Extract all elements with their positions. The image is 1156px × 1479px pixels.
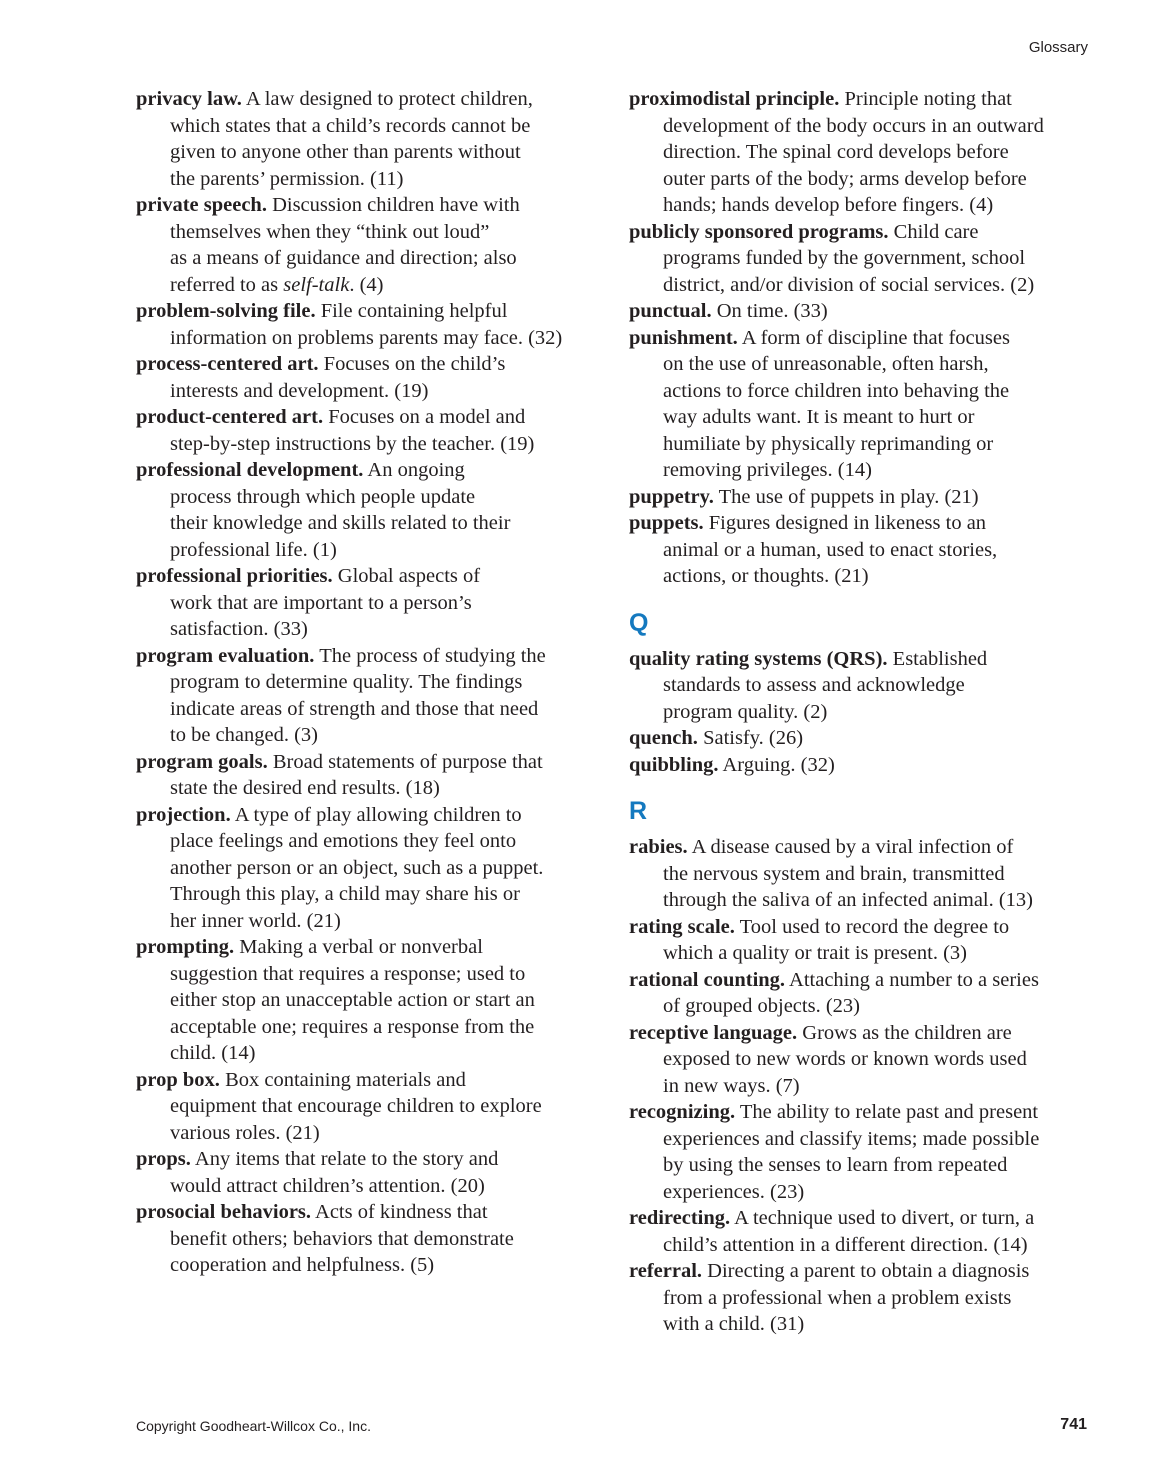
glossary-term: private speech. <box>136 194 267 216</box>
definition-text: A technique used to divert, or turn, a <box>730 1207 1035 1229</box>
entry-line <box>136 325 606 352</box>
section-letter: R <box>629 797 648 825</box>
entry-line <box>629 484 1099 511</box>
entry-line <box>136 1173 606 1200</box>
glossary-term: puppetry. <box>629 485 714 508</box>
definition-text: program to determine quality. The findings <box>170 671 523 693</box>
definition-text: Discussion children have with <box>266 194 520 216</box>
entry-line <box>136 245 606 272</box>
definition-text: benefit others; behaviors that demonstrate <box>170 1227 514 1250</box>
entry-line <box>136 510 606 537</box>
definition-text: as a means of guidance and direction; also <box>170 247 517 269</box>
glossary-term: quench. <box>629 727 698 749</box>
definition-text: suggestion that requires a response; used to <box>170 962 526 985</box>
entry-line <box>629 272 1099 299</box>
glossary-entry <box>629 967 1099 1020</box>
entry-line <box>629 378 1099 405</box>
definition-text: Arguing. (32) <box>718 753 835 776</box>
glossary-entry <box>136 802 606 935</box>
glossary-entry <box>629 219 1099 299</box>
definition-text: by using the senses to learn from repeated <box>663 1154 1008 1176</box>
definition-text: from a professional when a problem exists <box>663 1286 1012 1309</box>
entry-line <box>136 219 606 246</box>
entry-line <box>136 1120 606 1147</box>
definition-text: way adults want. It is meant to hurt or <box>663 406 975 428</box>
definition-text: A disease caused by a viral infection of <box>687 836 1014 858</box>
definition-text: removing privileges. (14) <box>663 459 872 481</box>
entry-line <box>136 1040 606 1067</box>
definition-text: through the saliva of an infected animal. (13) <box>663 889 1034 911</box>
entry-line <box>629 914 1099 941</box>
definition-text: exposed to new words or known words used <box>663 1048 1027 1070</box>
glossary-term: proximodistal principle. <box>629 88 840 110</box>
entry-line <box>136 86 606 113</box>
definition-text: the parents’ permission. (11) <box>170 167 404 190</box>
glossary-term: projection. <box>136 803 231 826</box>
definition-text: work that are important to a person’s <box>170 591 472 614</box>
glossary-term: redirecting. <box>629 1207 731 1229</box>
entry-line <box>629 861 1099 888</box>
glossary-term: program evaluation. <box>136 644 315 667</box>
entry-line <box>629 1179 1099 1206</box>
definition-text: Box containing materials and <box>219 1068 466 1091</box>
glossary-entry <box>136 563 606 643</box>
glossary-entry <box>629 1020 1099 1100</box>
definition-text: the nervous system and brain, transmitted <box>663 862 1005 885</box>
entry-line <box>629 940 1099 967</box>
glossary-term: puppets. <box>629 512 704 534</box>
entry-line <box>136 775 606 802</box>
entry-line <box>629 245 1099 272</box>
entry-line <box>136 669 606 696</box>
definition-text: in new ways. (7) <box>663 1074 800 1097</box>
glossary-entry <box>136 192 606 298</box>
glossary-entry <box>136 1067 606 1147</box>
definition-text: indicate areas of strength and those that need <box>170 697 539 720</box>
entry-line <box>136 431 606 458</box>
entry-line <box>629 351 1099 378</box>
entry-line <box>629 752 1099 779</box>
glossary-term: recognizing. <box>629 1101 736 1123</box>
glossary-entry <box>629 834 1099 914</box>
entry-line <box>629 1285 1099 1312</box>
entry-line <box>136 1014 606 1041</box>
page-number: 741 <box>1060 1416 1087 1433</box>
entry-line <box>136 1226 606 1253</box>
definition-text: child. (14) <box>170 1042 256 1064</box>
definition-text: another person or an object, such as a puppet. <box>170 856 544 879</box>
entry-line <box>136 272 606 299</box>
entry-line <box>136 881 606 908</box>
glossary-term: rational counting. <box>629 968 786 991</box>
glossary-term: privacy law. <box>136 88 242 110</box>
definition-text: Principle noting that <box>839 88 1012 110</box>
entry-line <box>136 537 606 564</box>
entry-line <box>629 139 1099 166</box>
definition-text: An ongoing <box>363 459 465 481</box>
entry-line <box>629 457 1099 484</box>
entry-line <box>629 1152 1099 1179</box>
definition-text: referred to as <box>170 273 284 296</box>
entry-line <box>136 113 606 140</box>
definition-text: A type of play allowing children to <box>230 803 522 826</box>
definition-text: information on problems parents may face. (32) <box>170 326 563 349</box>
entry-line <box>629 431 1099 458</box>
definition-text: state the desired end results. (18) <box>170 777 440 799</box>
definition-text: professional life. (1) <box>170 538 337 561</box>
glossary-entry <box>136 1199 606 1279</box>
glossary-entry <box>136 404 606 457</box>
glossary-entry <box>629 752 1099 779</box>
entry-line <box>629 219 1099 246</box>
definition-text: satisfaction. (33) <box>170 618 308 640</box>
glossary-term: prompting. <box>136 936 235 958</box>
definition-text: equipment that encourage children to explore <box>170 1095 542 1117</box>
entry-line <box>136 1146 606 1173</box>
glossary-term: professional priorities. <box>136 565 333 587</box>
definition-text: which a quality or trait is present. (3) <box>663 942 967 964</box>
glossary-term: problem-solving file. <box>136 300 316 322</box>
glossary-entry <box>629 725 1099 752</box>
entry-line <box>629 1232 1099 1259</box>
definition-text: Focuses on a model and <box>323 406 526 428</box>
entry-line <box>136 934 606 961</box>
glossary-entry <box>629 646 1099 726</box>
entry-line <box>136 696 606 723</box>
definition-text: either stop an unacceptable action or start an <box>170 989 535 1011</box>
glossary-term: props. <box>136 1148 191 1170</box>
definition-text: humiliate by physically reprimanding or <box>663 432 994 455</box>
entry-line <box>629 1126 1099 1153</box>
glossary-entry <box>136 86 606 192</box>
entry-line <box>136 1067 606 1094</box>
definition-text: Any items that relate to the story and <box>190 1148 499 1170</box>
entry-line <box>629 1046 1099 1073</box>
glossary-term: publicly sponsored programs. <box>629 220 889 243</box>
left-column <box>136 86 606 1279</box>
glossary-term: process-centered art. <box>136 353 319 375</box>
entry-line <box>136 484 606 511</box>
definition-text: Child care <box>888 220 979 243</box>
glossary-entry <box>136 1146 606 1199</box>
entry-line <box>629 563 1099 590</box>
definition-text: actions, or thoughts. (21) <box>663 565 869 587</box>
entry-line <box>629 1099 1099 1126</box>
section-letter: Q <box>629 608 649 637</box>
definition-text: Grows as the children are <box>797 1021 1012 1044</box>
definition-text: programs funded by the government, school <box>663 247 1026 269</box>
entry-line <box>136 298 606 325</box>
definition-text: Established <box>887 647 988 670</box>
entry-line <box>629 113 1099 140</box>
definition-text: hands; hands develop before fingers. (4) <box>663 194 994 216</box>
definition-text: themselves when they “think out loud” <box>170 220 490 243</box>
entry-line <box>629 166 1099 193</box>
entry-line <box>629 834 1099 861</box>
entry-line <box>136 1093 606 1120</box>
entry-line <box>629 404 1099 431</box>
definition-text: File containing helpful <box>315 300 508 322</box>
definition-text: district, and/or division of social services. (2) <box>663 273 1035 296</box>
glossary-term: product-centered art. <box>136 406 324 428</box>
definition-text: standards to assess and acknowledge <box>663 674 965 696</box>
definition-text: program quality. (2) <box>663 700 828 723</box>
glossary-entry <box>136 351 606 404</box>
entry-line <box>136 351 606 378</box>
definition-text: acceptable one; requires a response from the <box>170 1015 535 1038</box>
definition-text: Global aspects of <box>332 565 481 587</box>
entry-line <box>629 725 1099 752</box>
entry-line <box>629 993 1099 1020</box>
definition-text: would attract children’s attention. (20) <box>170 1174 485 1197</box>
glossary-entry <box>136 457 606 563</box>
glossary-term: punctual. <box>629 300 712 322</box>
right-column <box>629 86 1099 1338</box>
definition-text: Tool used to record the degree to <box>734 915 1010 938</box>
definition-text: with a child. (31) <box>663 1313 805 1335</box>
entry-line <box>136 828 606 855</box>
copyright-footer: Copyright Goodheart-Willcox Co., Inc. <box>136 1418 371 1434</box>
entry-line <box>136 590 606 617</box>
definition-text: her inner world. (21) <box>170 909 341 932</box>
glossary-entry <box>136 643 606 749</box>
glossary-term: quibbling. <box>629 753 719 776</box>
running-header: Glossary <box>1028 39 1088 56</box>
entry-line <box>629 646 1099 673</box>
entry-line <box>136 961 606 988</box>
definition-text: Focuses on the child’s <box>318 353 506 375</box>
definition-text: Through this play, a child may share his or <box>170 883 520 905</box>
entry-line <box>136 1252 606 1279</box>
definition-text: Directing a parent to obtain a diagnosis <box>702 1260 1030 1282</box>
definition-text: process through which people update <box>170 485 476 508</box>
definition-text: On time. (33) <box>711 300 828 322</box>
definition-text: Figures designed in likeness to an <box>703 512 987 534</box>
definition-text: A form of discipline that focuses <box>737 326 1010 349</box>
glossary-term: receptive language. <box>629 1021 798 1044</box>
entry-line <box>136 378 606 405</box>
entry-line <box>136 616 606 643</box>
entry-line <box>136 192 606 219</box>
entry-line <box>629 1073 1099 1100</box>
entry-line <box>629 510 1099 537</box>
definition-text: their knowledge and skills related to their <box>170 512 511 534</box>
definition-text: on the use of unreasonable, often harsh, <box>663 353 989 375</box>
glossary-entry <box>136 298 606 351</box>
definition-text: The process of studying the <box>314 644 546 667</box>
entry-line <box>136 166 606 193</box>
glossary-entry <box>136 749 606 802</box>
glossary-term: punishment. <box>629 326 738 349</box>
entry-line <box>629 86 1099 113</box>
entry-line <box>136 908 606 935</box>
glossary-entry <box>629 1205 1099 1258</box>
definition-text: direction. The spinal cord develops before <box>663 141 1009 163</box>
glossary-entry <box>629 1258 1099 1338</box>
glossary-entry <box>629 510 1099 590</box>
glossary-entry <box>629 914 1099 967</box>
glossary-term: referral. <box>629 1260 703 1282</box>
entry-line <box>629 1258 1099 1285</box>
definition-text: animal or a human, used to enact stories, <box>663 538 998 561</box>
definition-text: actions to force children into behaving the <box>663 379 1010 402</box>
glossary-term: prop box. <box>136 1068 220 1091</box>
glossary-term: quality rating systems (QRS). <box>629 647 888 670</box>
definition-text: . (4) <box>349 273 384 296</box>
entry-line <box>136 643 606 670</box>
entry-line <box>629 537 1099 564</box>
entry-line <box>136 722 606 749</box>
glossary-term: professional development. <box>136 459 364 481</box>
definition-text: development of the body occurs in an outward <box>663 114 1044 137</box>
entry-line <box>136 404 606 431</box>
definition-text: step-by-step instructions by the teacher. (19) <box>170 432 535 455</box>
entry-line <box>629 192 1099 219</box>
entry-line <box>136 139 606 166</box>
glossary-term: rabies. <box>629 836 688 858</box>
definition-text: The ability to relate past and present <box>735 1101 1039 1123</box>
entry-line <box>629 1020 1099 1047</box>
glossary-entry <box>629 86 1099 219</box>
glossary-entry <box>629 1099 1099 1205</box>
definition-text: Acts of kindness that <box>311 1201 488 1223</box>
entry-line <box>629 699 1099 726</box>
entry-line <box>136 749 606 776</box>
definition-text: experiences and classify items; made possible <box>663 1127 1040 1150</box>
entry-line <box>629 1205 1099 1232</box>
definition-text: given to anyone other than parents without <box>170 141 521 163</box>
entry-line <box>629 672 1099 699</box>
entry-line <box>629 1311 1099 1338</box>
entry-line <box>136 563 606 590</box>
entry-line <box>136 1199 606 1226</box>
entry-line <box>629 887 1099 914</box>
entry-line <box>629 298 1099 325</box>
entry-line <box>629 967 1099 994</box>
definition-text: A law designed to protect children, <box>241 88 533 110</box>
glossary-term: rating scale. <box>629 915 735 938</box>
glossary-entry <box>629 298 1099 325</box>
glossary-entry <box>136 934 606 1067</box>
definition-text: cooperation and helpfulness. (5) <box>170 1254 435 1276</box>
glossary-entry <box>629 484 1099 511</box>
glossary-entry <box>629 325 1099 484</box>
definition-text: Broad statements of purpose that <box>267 750 543 773</box>
definition-text: child’s attention in a different direction. (14) <box>663 1233 1028 1256</box>
definition-text: to be changed. (3) <box>170 724 318 746</box>
italic-term: self-talk <box>283 273 350 296</box>
glossary-term: prosocial behaviors. <box>136 1201 312 1223</box>
entry-line <box>136 457 606 484</box>
definition-text: Making a verbal or nonverbal <box>234 936 483 958</box>
definition-text: outer parts of the body; arms develop before <box>663 167 1027 190</box>
entry-line <box>136 987 606 1014</box>
definition-text: Satisfy. (26) <box>697 727 804 749</box>
definition-text: The use of puppets in play. (21) <box>713 485 979 508</box>
definition-text: Attaching a number to a series <box>785 968 1039 991</box>
definition-text: of grouped objects. (23) <box>663 995 860 1017</box>
definition-text: which states that a child’s records cannot be <box>170 114 531 137</box>
definition-text: various roles. (21) <box>170 1121 320 1144</box>
entry-line <box>136 855 606 882</box>
definition-text: place feelings and emotions they feel onto <box>170 830 517 852</box>
definition-text: interests and development. (19) <box>170 379 429 402</box>
definition-text: experiences. (23) <box>663 1180 805 1203</box>
glossary-term: program goals. <box>136 750 268 773</box>
entry-line <box>629 325 1099 352</box>
entry-line <box>136 802 606 829</box>
